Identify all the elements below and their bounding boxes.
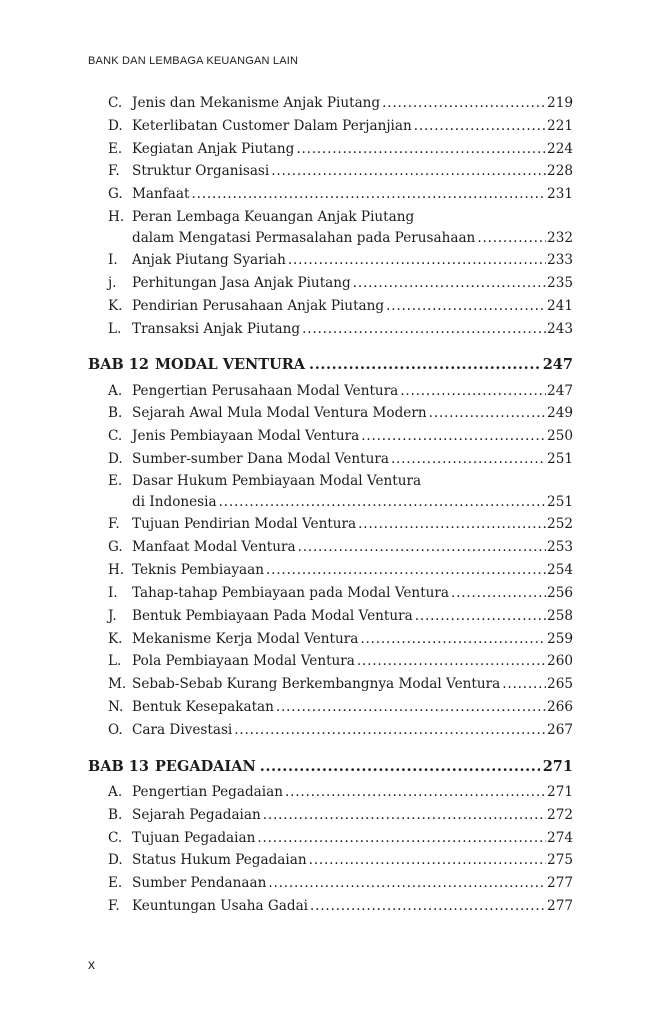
chapter-heading-13[interactable]: BAB 13 PEGADAIAN ..... 271 — [88, 758, 573, 778]
toc-entry[interactable]: G. Manfaat ..... 231 — [108, 186, 573, 205]
toc-entry[interactable]: D. Sumber-sumber Dana Modal Ventura ..... 251 — [108, 451, 573, 470]
toc-entry[interactable]: A. Pengertian Pegadaian ..... 271 — [108, 784, 573, 803]
toc-entry[interactable]: K. Pendirian Perusahaan Anjak Piutang ..... 241 — [108, 298, 573, 317]
toc-entry[interactable]: I. Tahap-tahap Pembiayaan pada Modal Ventura ..... 256 — [108, 585, 573, 604]
toc-entry[interactable]: C. Tujuan Pegadaian ..... 274 — [108, 830, 573, 849]
toc-entry[interactable]: L. Pola Pembiayaan Modal Ventura ..... 260 — [108, 653, 573, 672]
toc-entry[interactable]: E. Kegiatan Anjak Piutang ..... 224 — [108, 141, 573, 160]
toc-entry[interactable]: O. Cara Divestasi ..... 267 — [108, 722, 573, 741]
toc-entry[interactable]: D. Keterlibatan Customer Dalam Perjanjian ..... 221 — [108, 118, 573, 137]
toc-entry[interactable]: F. Keuntungan Usaha Gadai ..... 277 — [108, 898, 573, 917]
toc-entry-continuation[interactable]: di Indonesia ..... 251 — [108, 494, 573, 513]
running-header: BANK DAN LEMBAGA KEUANGAN LAIN — [88, 55, 299, 67]
toc-entry[interactable]: A. Pengertian Perusahaan Modal Ventura ..... 247 — [108, 383, 573, 402]
page-number: x — [88, 956, 95, 972]
toc-entry[interactable]: H. Peran Lembaga Keuangan Anjak Piutang — [108, 209, 415, 225]
toc-entry[interactable]: L. Transaksi Anjak Piutang ..... 243 — [108, 321, 573, 340]
toc-entry[interactable]: I. Anjak Piutang Syariah ..... 233 — [108, 252, 573, 271]
toc-entry[interactable]: G. Manfaat Modal Ventura ..... 253 — [108, 539, 573, 558]
toc-entry[interactable]: F. Struktur Organisasi ..... 228 — [108, 163, 573, 182]
toc-entry[interactable]: F. Tujuan Pendirian Modal Ventura ..... 252 — [108, 516, 573, 535]
toc-entry[interactable]: B. Sejarah Awal Mula Modal Ventura Modern ..... 249 — [108, 405, 573, 424]
toc-entry-continuation[interactable]: dalam Mengatasi Permasalahan pada Perusahaan ..... 232 — [108, 230, 573, 249]
toc-entry[interactable]: C. Jenis Pembiayaan Modal Ventura ..... 250 — [108, 428, 573, 447]
chapter-heading-12[interactable]: BAB 12 MODAL VENTURA ..... 247 — [88, 356, 573, 376]
toc-entry[interactable]: E. Dasar Hukum Pembiayaan Modal Ventura — [108, 473, 422, 489]
toc-entry[interactable]: N. Bentuk Kesepakatan ..... 266 — [108, 699, 573, 718]
toc-entry[interactable]: j. Perhitungan Jasa Anjak Piutang ..... 235 — [108, 275, 573, 294]
toc-entry[interactable]: C. Jenis dan Mekanisme Anjak Piutang ..... 219 — [108, 95, 573, 114]
toc-entry[interactable]: D. Status Hukum Pegadaian ..... 275 — [108, 852, 573, 871]
toc-entry[interactable]: H. Teknis Pembiayaan ..... 254 — [108, 562, 573, 581]
toc-entry[interactable]: B. Sejarah Pegadaian ..... 272 — [108, 807, 573, 826]
toc-entry[interactable]: K. Mekanisme Kerja Modal Ventura ..... 259 — [108, 631, 573, 650]
toc-entry[interactable]: E. Sumber Pendanaan ..... 277 — [108, 875, 573, 894]
toc-entry[interactable]: J. Bentuk Pembiayaan Pada Modal Ventura ..... 258 — [108, 608, 573, 627]
toc-entry[interactable]: M. Sebab-Sebab Kurang Berkembangnya Modal Ventura ..... 265 — [108, 676, 573, 695]
